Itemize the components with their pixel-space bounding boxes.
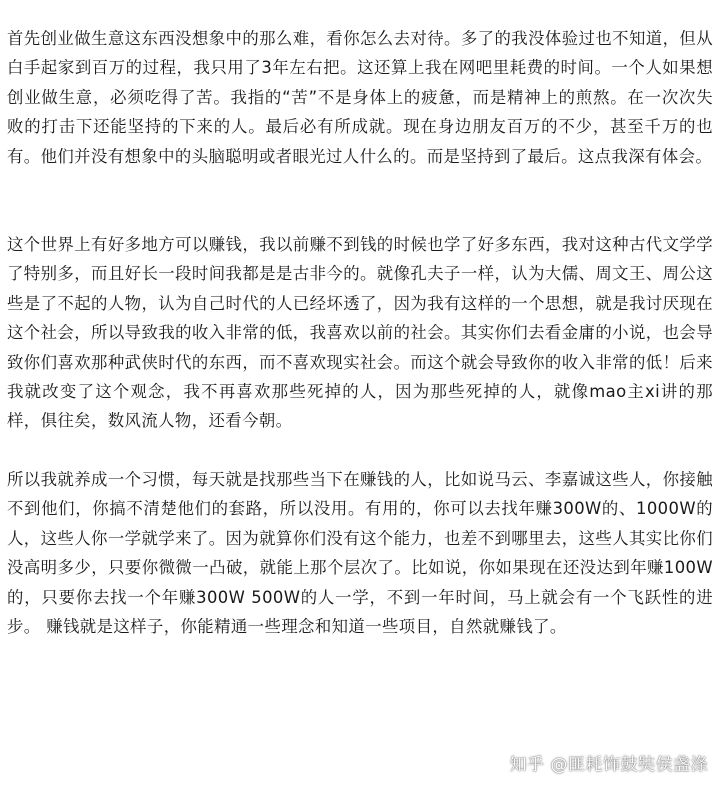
zhihu-watermark: 知乎 @匪耗饰鼓奘侯盏涤 <box>509 755 708 775</box>
paragraph-3: 所以我就养成一个习惯，每天就是找那些当下在赚钱的人，比如说马云、李嘉诚这些人，你接触不到他们，你搞不清楚他们的套路，所以没用。有用的，你可以去找年赚300W的、1000W的人，这些人你一学就学来了。因为就算你们没有这个能力，也差不到哪里去，这些人其实比你们没高明多少，只要你微微一凸破，就能上那个层次了。比如说，你如果现在还没达到年赚100W的，只要你去找一个年赚300W 500W的人一学，不到一年时间，马上就会有一个飞跃性的进步。 赚钱就是这样子，你能精通一些理念和知道一些项目，自然就赚钱了。 <box>7 469 713 636</box>
paragraph-2: 这个世界上有好多地方可以赚钱，我以前赚不到钱的时候也学了好多东西，我对这种古代文学学了特别多，而且好长一段时间我都是是古非今的。就像孔夫子一样，认为大儒、周文王、周公这些是了不起的人物，认为自己时代的人已经坏透了，因为我有这样的一个思想，就是我讨厌现在这个社会，所以导致我的收入非常的低，我喜欢以前的社会。其实你们去看金庸的小说，也会导致你们喜欢那种武侠时代的东西，而不喜欢现实社会。而这个就会导致你的收入非常的低！后来我就改变了这个观念，我不再喜欢那些死掉的人，因为那些死掉的人，就像mao主xi讲的那样，俱往矣，数风流人物，还看今朝。 <box>7 235 713 431</box>
paragraph-1: 首先创业做生意这东西没想象中的那么难，看你怎么去对待。多了的我没体验过也不知道，但从白手起家到百万的过程，我只用了3年左右把。这还算上我在网吧里耗费的时间。一个人如果想创业做生意，必须吃得了苦。我指的“苦”不是身体上的疲惫，而是精神上的煎熬。在一次次失败的打击下还能坚持的下来的人。最后必有所成就。现在身边朋友百万的不少，甚至千万的也有。他们并没有想象中的头脑聪明或者眼光过人什么的。而是坚持到了最后。这点我深有体会。 <box>7 29 713 166</box>
article-body <box>7 24 713 641</box>
